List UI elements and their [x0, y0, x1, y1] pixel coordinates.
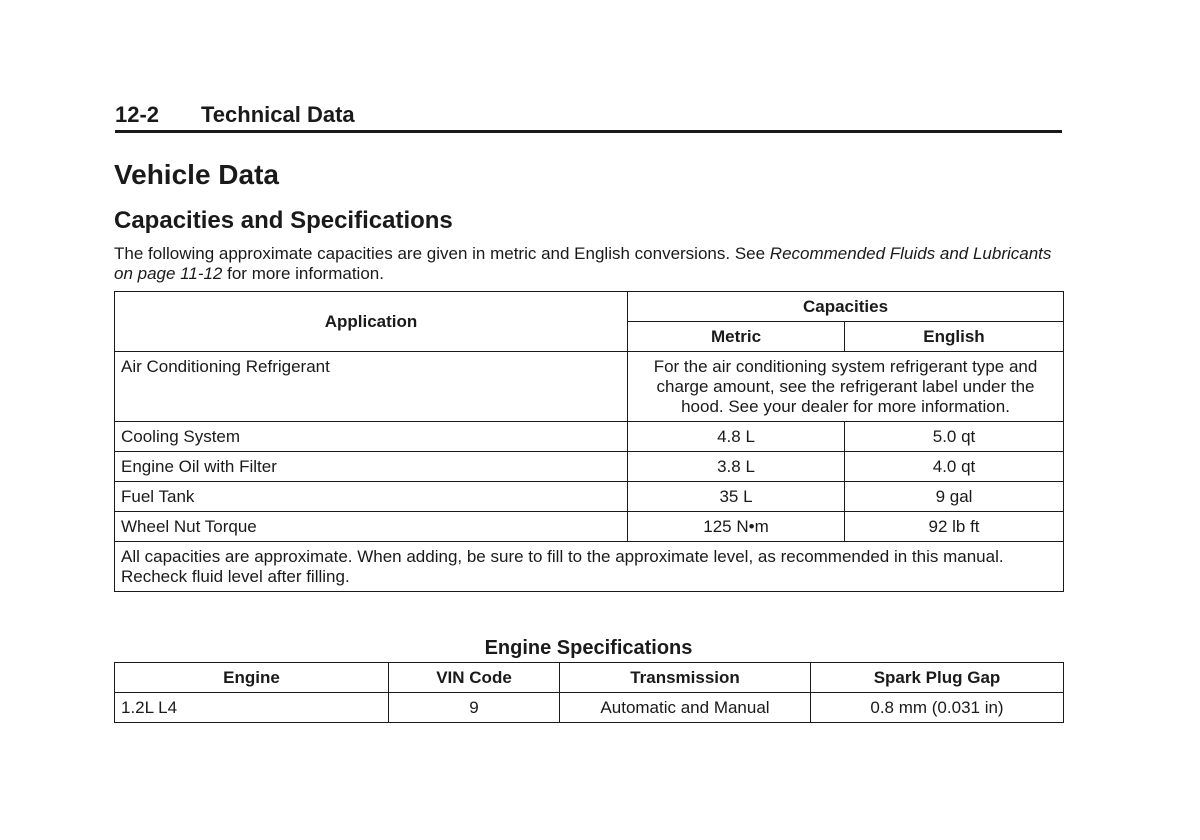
- engine-specs-table: [114, 662, 1064, 723]
- row-transmission: Automatic and Manual: [560, 693, 811, 723]
- row-english: 9 gal: [845, 482, 1064, 512]
- col-engine-header: Engine: [115, 663, 389, 693]
- row-english: 92 lb ft: [845, 512, 1064, 542]
- row-application: Fuel Tank: [115, 482, 628, 512]
- col-capacities-header: Capacities: [628, 292, 1064, 322]
- capacities-footer-note: All capacities are approximate. When adding, be sure to fill to the approximate level, as recommended in this manual. Recheck fluid level after filling.: [115, 542, 1064, 592]
- ac-refrigerant-note: For the air conditioning system refrigerant type and charge amount, see the refrigerant label under the hood. See your dealer for more information.: [628, 352, 1064, 422]
- row-metric: 4.8 L: [628, 422, 845, 452]
- row-metric: 35 L: [628, 482, 845, 512]
- table-row: [115, 422, 1064, 452]
- engine-specs-title: Engine Specifications: [484, 637, 693, 659]
- row-application: Cooling System: [115, 422, 628, 452]
- section-number: 12-2: [115, 102, 160, 127]
- col-english-header: English: [845, 322, 1064, 352]
- ac-refrigerant-label: Air Conditioning Refrigerant: [115, 352, 628, 422]
- row-metric: 3.8 L: [628, 452, 845, 482]
- col-spark-plug-gap-header: Spark Plug Gap: [811, 663, 1064, 693]
- section-title: Technical Data: [201, 102, 355, 127]
- intro-reference-link: Recommended Fluids and Lubricants on page 11-12: [114, 244, 1052, 283]
- row-application: Engine Oil with Filter: [115, 452, 628, 482]
- col-application-header: Application: [115, 292, 628, 352]
- row-english: 4.0 qt: [845, 452, 1064, 482]
- table-row: [115, 482, 1064, 512]
- row-english: 5.0 qt: [845, 422, 1064, 452]
- row-application: Wheel Nut Torque: [115, 512, 628, 542]
- page-title: Vehicle Data: [114, 159, 279, 190]
- intro-suffix: for more information.: [222, 264, 384, 283]
- row-spark-plug-gap: 0.8 mm (0.031 in): [811, 693, 1064, 723]
- table-row: [115, 512, 1064, 542]
- capacities-table: [114, 291, 1064, 592]
- table-row: [115, 452, 1064, 482]
- row-vin-code: 9: [389, 693, 560, 723]
- page-header: [115, 101, 1062, 133]
- table-row: [115, 693, 1064, 723]
- row-engine: 1.2L L4: [115, 693, 389, 723]
- col-vin-code-header: VIN Code: [389, 663, 560, 693]
- intro-prefix: The following approximate capacities are given in metric and English conversions. See: [114, 244, 770, 263]
- capacities-intro: [114, 244, 1062, 284]
- row-metric: 125 N•m: [628, 512, 845, 542]
- col-metric-header: Metric: [628, 322, 845, 352]
- col-transmission-header: Transmission: [560, 663, 811, 693]
- capacities-heading: Capacities and Specifications: [114, 207, 453, 234]
